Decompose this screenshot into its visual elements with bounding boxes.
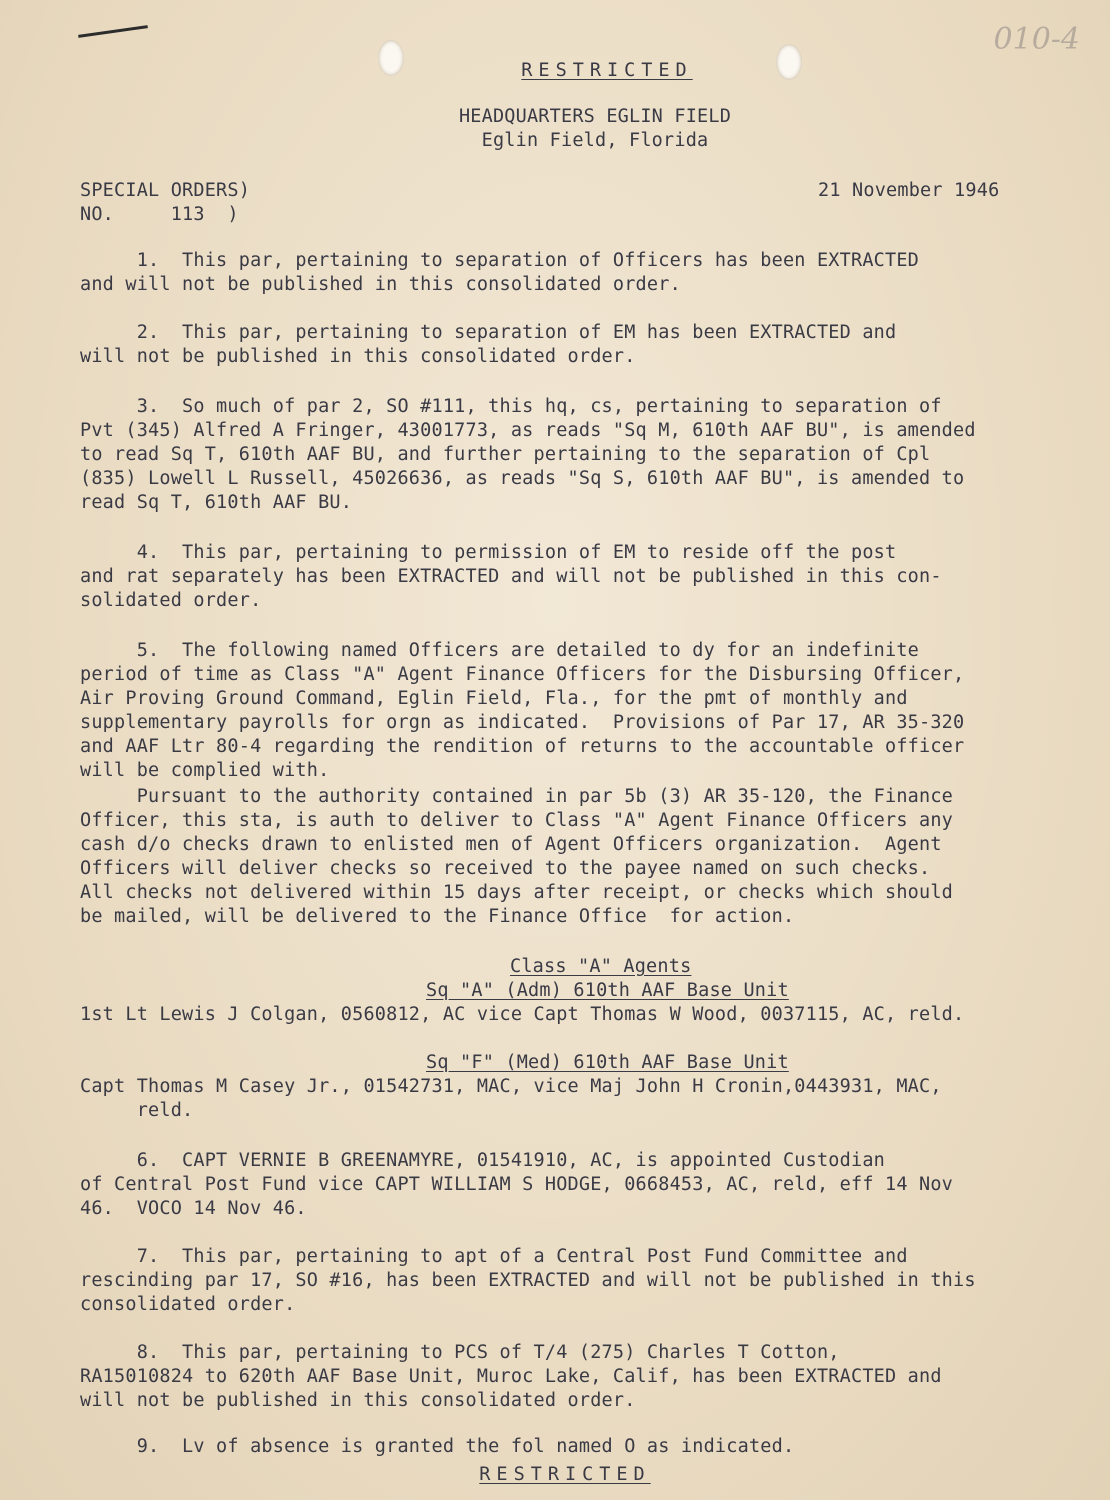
para-5-line: period of time as Class "A" Agent Finance Officers for the Disbursing Officer, bbox=[80, 664, 965, 685]
para-5-line: will be complied with. bbox=[80, 760, 330, 781]
para-5-line: Pursuant to the authority contained in par 5b (3) AR 35-120, the Finance bbox=[80, 786, 954, 807]
unit-a-heading: Sq "A" (Adm) 610th AAF Base Unit bbox=[426, 980, 789, 1001]
para-5-line: be mailed, will be delivered to the Finance Office for action. bbox=[80, 906, 795, 927]
para-4-line: solidated order. bbox=[80, 590, 262, 611]
pencil-note: 010-4 bbox=[993, 22, 1080, 57]
para-1-line: and will not be published in this consolidated order. bbox=[80, 274, 681, 295]
para-6-line: of Central Post Fund vice CAPT WILLIAM S HODGE, 0668453, AC, reld, eff 14 Nov bbox=[80, 1174, 954, 1195]
para-3-line: Pvt (345) Alfred A Fringer, 43001773, as reads "Sq M, 610th AAF BU", is amended bbox=[80, 420, 976, 441]
para-7-line: consolidated order. bbox=[80, 1294, 296, 1315]
para-6-line: 46. VOCO 14 Nov 46. bbox=[80, 1198, 307, 1219]
agent-a-line: 1st Lt Lewis J Colgan, 0560812, AC vice Capt Thomas W Wood, 0037115, AC, reld. bbox=[80, 1004, 965, 1025]
order-date: 21 November 1946 bbox=[818, 180, 1000, 201]
para-5-line: and AAF Ltr 80-4 regarding the rendition of returns to the accountable officer bbox=[80, 736, 965, 757]
location: Eglin Field, Florida bbox=[481, 130, 709, 151]
para-3-line: 3. So much of par 2, SO #111, this hq, cs, pertaining to separation of bbox=[80, 396, 942, 417]
para-2-line: will not be published in this consolidated order. bbox=[80, 346, 636, 367]
para-3-line: (835) Lowell L Russell, 45026636, as reads "Sq S, 610th AAF BU", is amended to bbox=[80, 468, 965, 489]
para-9-line: 9. Lv of absence is granted the fol named O as indicated. bbox=[80, 1436, 795, 1457]
para-8-line: RA15010824 to 620th AAF Base Unit, Muroc Lake, Calif, has been EXTRACTED and bbox=[80, 1366, 942, 1387]
unit-f-heading: Sq "F" (Med) 610th AAF Base Unit bbox=[426, 1052, 789, 1073]
agent-f-line: reld. bbox=[80, 1100, 194, 1121]
para-5-line: Officers will deliver checks so received to the payee named on such checks. bbox=[80, 858, 931, 879]
para-5-line: All checks not delivered within 15 days after receipt, or checks which should bbox=[80, 882, 954, 903]
para-3-line: read Sq T, 610th AAF BU. bbox=[80, 492, 353, 513]
agents-title: Class "A" Agents bbox=[510, 956, 692, 977]
para-5-line: Officer, this sta, is auth to deliver to Class "A" Agent Finance Officers any bbox=[80, 810, 954, 831]
para-5-line: supplementary payrolls for orgn as indicated. Provisions of Par 17, AR 35-320 bbox=[80, 712, 965, 733]
classification-bottom: RESTRICTED bbox=[479, 1464, 651, 1485]
para-4-line: 4. This par, pertaining to permission of EM to reside off the post bbox=[80, 542, 897, 563]
classification-top: RESTRICTED bbox=[521, 60, 693, 81]
para-7-line: 7. This par, pertaining to apt of a Central Post Fund Committee and bbox=[80, 1246, 908, 1267]
para-2-line: 2. This par, pertaining to separation of EM has been EXTRACTED and bbox=[80, 322, 897, 343]
ink-stroke bbox=[78, 25, 148, 38]
para-4-line: and rat separately has been EXTRACTED and will not be published in this con- bbox=[80, 566, 942, 587]
para-3-line: to read Sq T, 610th AAF BU, and further pertaining to the separation of Cpl bbox=[80, 444, 931, 465]
para-6-line: 6. CAPT VERNIE B GREENAMYRE, 01541910, AC, is appointed Custodian bbox=[80, 1150, 885, 1171]
orders-number: NO. 113 ) bbox=[80, 204, 239, 225]
para-5-line: 5. The following named Officers are detailed to dy for an indefinite bbox=[80, 640, 920, 661]
agent-f-line: Capt Thomas M Casey Jr., 01542731, MAC, vice Maj John H Cronin,0443931, MAC, bbox=[80, 1076, 942, 1097]
para-5-line: cash d/o checks drawn to enlisted men of Agent Officers organization. Agent bbox=[80, 834, 942, 855]
para-8-line: will not be published in this consolidated order. bbox=[80, 1390, 636, 1411]
headquarters-title: HEADQUARTERS EGLIN FIELD bbox=[458, 106, 732, 127]
orders-label: SPECIAL ORDERS) bbox=[80, 180, 251, 201]
para-8-line: 8. This par, pertaining to PCS of T/4 (275) Charles T Cotton, bbox=[80, 1342, 840, 1363]
para-5-line: Air Proving Ground Command, Eglin Field, Fla., for the pmt of monthly and bbox=[80, 688, 908, 709]
para-7-line: rescinding par 17, SO #16, has been EXTRACTED and will not be published in this bbox=[80, 1270, 976, 1291]
para-1-line: 1. This par, pertaining to separation of Officers has been EXTRACTED bbox=[80, 250, 920, 271]
